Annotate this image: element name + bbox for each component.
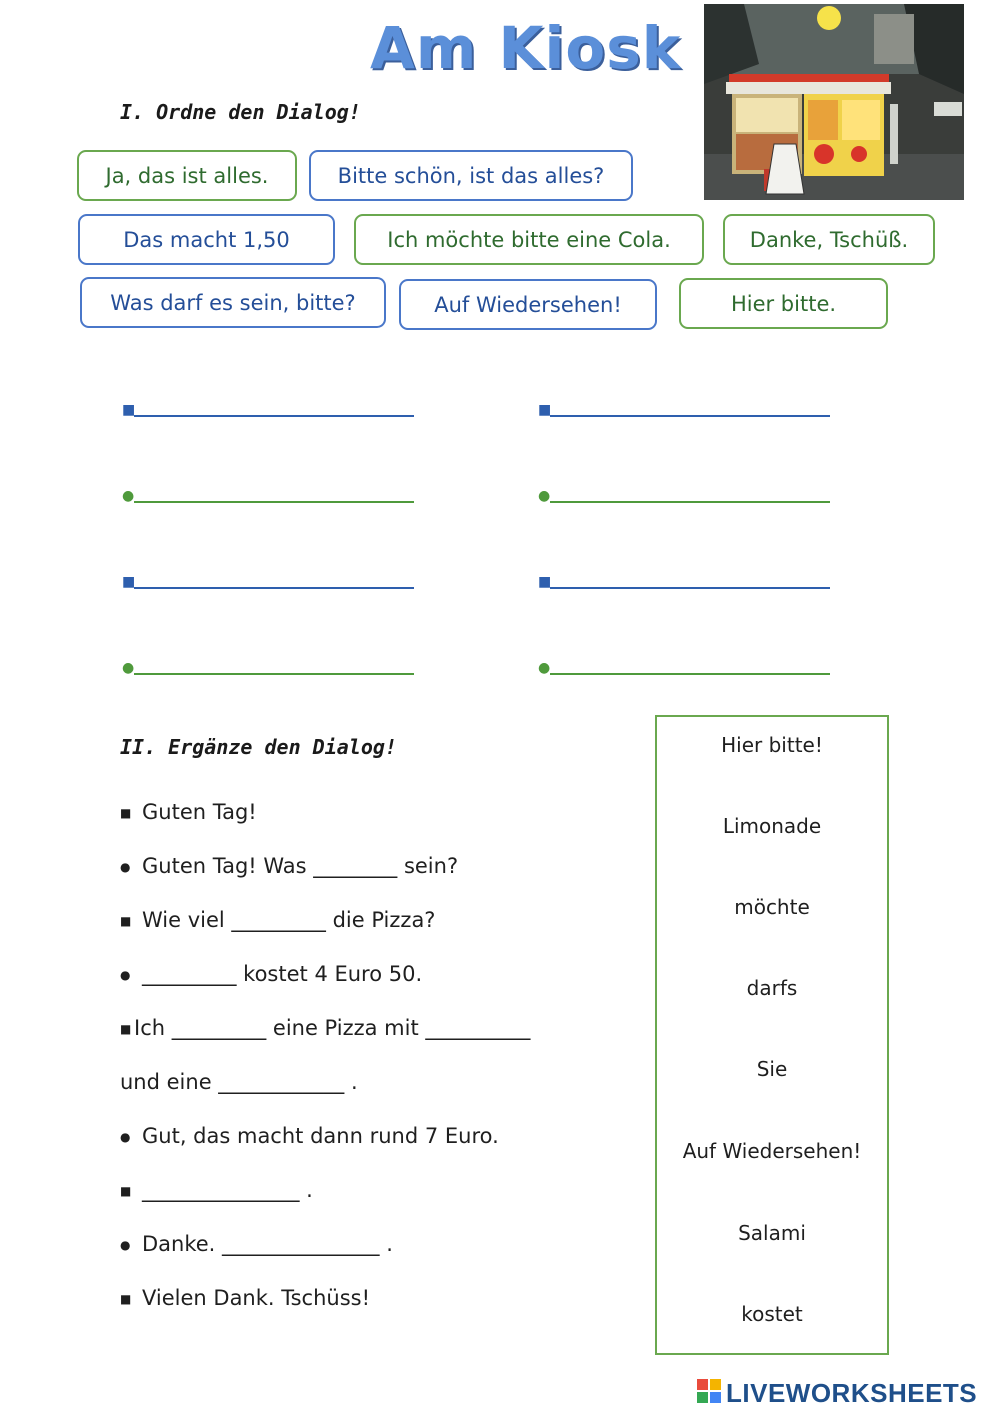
dot-bullet-icon: ● — [538, 488, 551, 504]
word-bank-item[interactable]: darfs — [746, 976, 798, 1000]
dialog-line: ● Guten Tag! Was ________ sein? — [120, 854, 459, 878]
square-bullet-icon: ■ — [120, 914, 132, 928]
answer-drop-line[interactable] — [538, 471, 830, 503]
section-1-heading: I. Ordne den Dialog! — [120, 100, 361, 124]
liveworksheets-brand[interactable] — [696, 1378, 977, 1408]
dialog-line: ■ Guten Tag! — [120, 800, 257, 824]
dot-bullet-icon: ● — [120, 1130, 131, 1144]
dialog-card[interactable]: Was darf es sein, bitte? — [80, 277, 386, 328]
dot-bullet-icon: ● — [120, 1238, 131, 1252]
square-bullet-icon: ■ — [120, 1184, 132, 1198]
dialog-line: ● _________ kostet 4 Euro 50. — [120, 962, 423, 986]
dialog-card[interactable]: Das macht 1,50 — [78, 214, 335, 265]
dot-bullet-icon: ● — [122, 660, 135, 676]
dialog-line: ● Gut, das macht dann rund 7 Euro. — [120, 1124, 499, 1148]
dot-bullet-icon: ● — [120, 968, 131, 982]
dialog-card[interactable]: Ja, das ist alles. — [77, 150, 297, 201]
dialog-line: ■ _______________ . — [120, 1178, 313, 1202]
dialog-line: und eine ____________ . — [120, 1070, 358, 1094]
answer-drop-line[interactable] — [538, 557, 830, 589]
word-bank-item[interactable]: Salami — [738, 1221, 806, 1245]
square-bullet-icon: ■ — [122, 574, 136, 590]
dialog-line: ■ Ich _________ eine Pizza mit __________ — [120, 1016, 531, 1040]
answer-drop-line[interactable] — [538, 385, 830, 417]
dot-bullet-icon: ● — [122, 488, 135, 504]
word-bank-item[interactable]: kostet — [741, 1302, 803, 1326]
dialog-line: ● Danke. _______________ . — [120, 1232, 393, 1256]
word-bank-item[interactable]: Sie — [756, 1057, 788, 1081]
liveworksheets-logo-icon — [696, 1378, 722, 1408]
word-bank-item[interactable]: möchte — [734, 895, 810, 919]
kiosk-photo — [704, 4, 964, 200]
dot-bullet-icon: ● — [538, 660, 551, 676]
answer-drop-line[interactable] — [122, 385, 414, 417]
section-2-heading: II. Ergänze den Dialog! — [120, 735, 397, 759]
word-bank-item[interactable]: Limonade — [722, 814, 822, 838]
word-bank-item[interactable]: Auf Wiedersehen! — [682, 1139, 862, 1163]
dialog-card[interactable]: Hier bitte. — [679, 278, 888, 329]
dialog-card[interactable]: Bitte schön, ist das alles? — [309, 150, 633, 201]
dot-bullet-icon: ● — [120, 860, 131, 874]
square-bullet-icon: ■ — [120, 1292, 132, 1306]
dialog-line: ■ Vielen Dank. Tschüss! — [120, 1286, 371, 1310]
page-title: Am Kiosk — [370, 14, 682, 82]
answer-drop-line[interactable] — [122, 643, 414, 675]
answer-drop-line[interactable] — [122, 471, 414, 503]
dialog-line: ■ Wie viel _________ die Pizza? — [120, 908, 436, 932]
answer-drop-line[interactable] — [538, 643, 830, 675]
dialog-card[interactable]: Ich möchte bitte eine Cola. — [354, 214, 704, 265]
word-bank-item[interactable]: Hier bitte! — [721, 733, 823, 757]
square-bullet-icon: ■ — [120, 1022, 132, 1036]
dialog-card[interactable]: Auf Wiedersehen! — [399, 279, 657, 330]
dialog-card[interactable]: Danke, Tschüß. — [723, 214, 935, 265]
answer-drop-line[interactable] — [122, 557, 414, 589]
square-bullet-icon: ■ — [122, 402, 136, 418]
square-bullet-icon: ■ — [538, 402, 552, 418]
square-bullet-icon: ■ — [120, 806, 132, 820]
word-bank — [655, 715, 889, 1355]
brand-name: LIVEWORKSHEETS — [726, 1377, 978, 1408]
square-bullet-icon: ■ — [538, 574, 552, 590]
